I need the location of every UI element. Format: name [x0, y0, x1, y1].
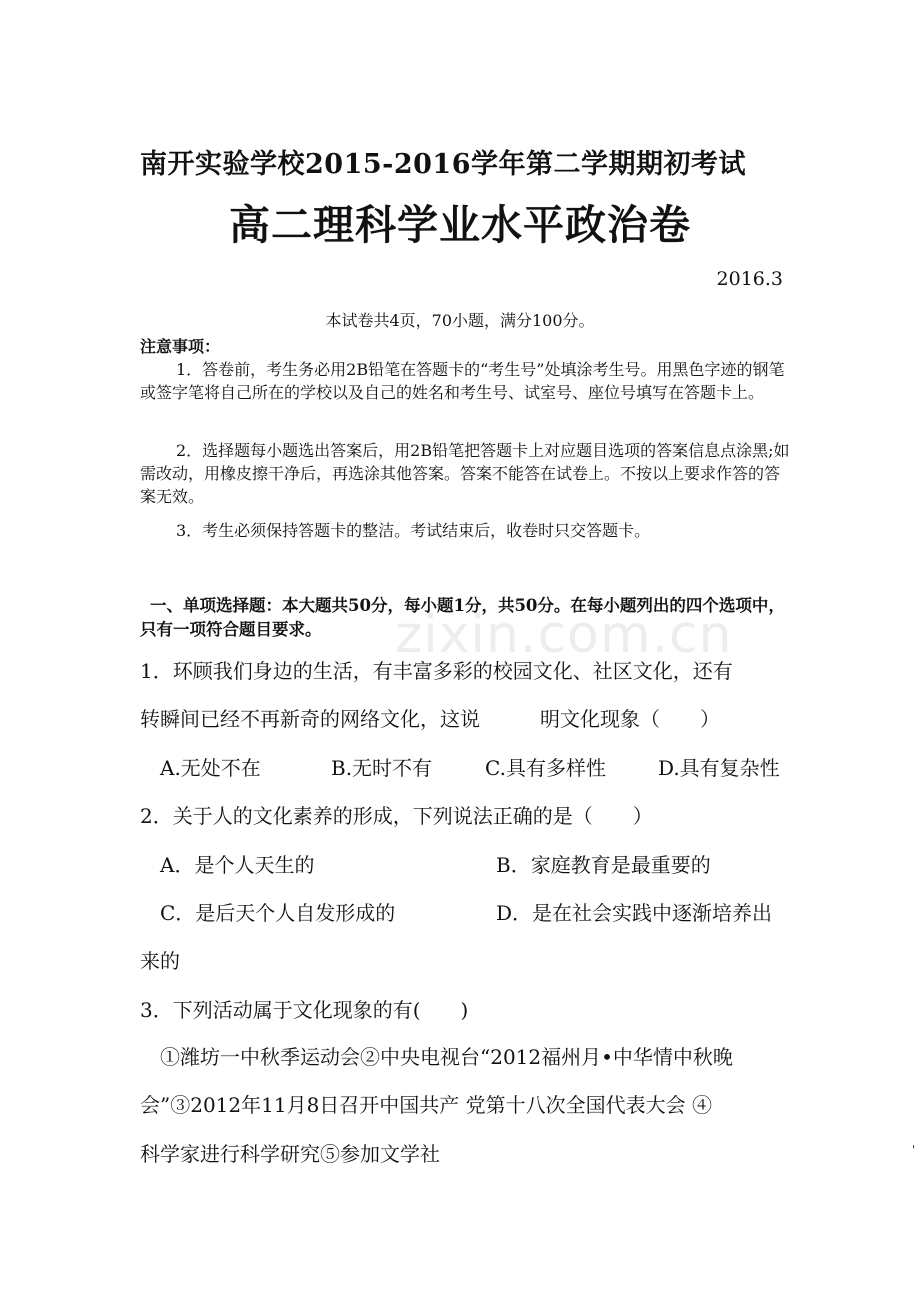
exam-date: 2016.3 — [716, 268, 783, 290]
paper-title: 高二理科学业水平政治卷 — [229, 201, 691, 249]
question-2-option-c: C．是后天个人自发形成的 — [160, 901, 396, 925]
question-1-option-d: D.具有复杂性 — [658, 756, 780, 780]
question-3-items-line-2: 会”③2012年11月8日召开中国共产 党第十八次全国代表大会 ④ — [140, 1093, 713, 1117]
question-3-stem: 3．下列活动属于文化现象的有( ) — [140, 998, 469, 1022]
notice-item-1: 1．答卷前，考生务必用2B铅笔在答题卡的“考生号”处填涂考生号。用黑色字迹的钢笔或签字笔将自己所在的学校以及自己的姓名和考生号、试室号、座位号填写在答题卡上。 — [140, 360, 785, 402]
question-2-stem: 2．关于人的文化素养的形成，下列说法正确的是（ ） — [140, 804, 653, 828]
question-2-option-d-cont: 来的 — [140, 949, 180, 973]
question-2-option-d: D．是在社会实践中逐渐培养出 — [496, 901, 773, 925]
school-exam-title: 南开实验学校2015-2016学年第二学期期初考试 — [140, 149, 746, 180]
paper-summary: 本试卷共4页，70小题，满分100分。 — [325, 311, 595, 330]
notice-item-3: 3．考生必须保持答题卡的整洁。考试结束后，收卷时只交答题卡。 — [176, 521, 651, 540]
question-1-option-a: A.无处不在 — [160, 756, 261, 780]
question-2-option-b: B．家庭教育是最重要的 — [496, 853, 711, 877]
question-1-option-b: B.无时不有 — [331, 756, 433, 780]
question-1-option-c: C.具有多样性 — [485, 756, 606, 780]
question-1-stem-cont: 转瞬间已经不再新奇的网络文化，这说 明文化现象（ ） — [140, 707, 720, 731]
notice-item-2: 2．选择题每小题选出答案后，用2B铅笔把答题卡上对应题目选项的答案信息点涂黑;如需改动，用橡皮擦干净后，再选涂其他答案。答案不能答在试卷上。不按以上要求作答的答案无效。 — [140, 441, 790, 506]
question-2-option-a: A．是个人天生的 — [160, 853, 315, 877]
question-3-items-line-3: 科学家进行科学研究⑤参加文学社 — [140, 1142, 440, 1166]
question-3-items-line-1: ①潍坊一中秋季运动会②中央电视台“2012福州月•中华情中秋晚 — [160, 1045, 733, 1069]
notice-heading: 注意事项： — [140, 337, 221, 356]
margin-mark: ' — [912, 1143, 916, 1157]
section-header: 一、单项选择题：本大题共50分，每小题1分，共50分。在每小题列出的四个选项中，只有一项符合题目要求。 — [140, 596, 785, 639]
question-1-stem: 1．环顾我们身边的生活，有丰富多彩的校园文化、社区文化，还有 — [140, 659, 733, 683]
watermark: zixin.com.cn — [395, 605, 733, 665]
